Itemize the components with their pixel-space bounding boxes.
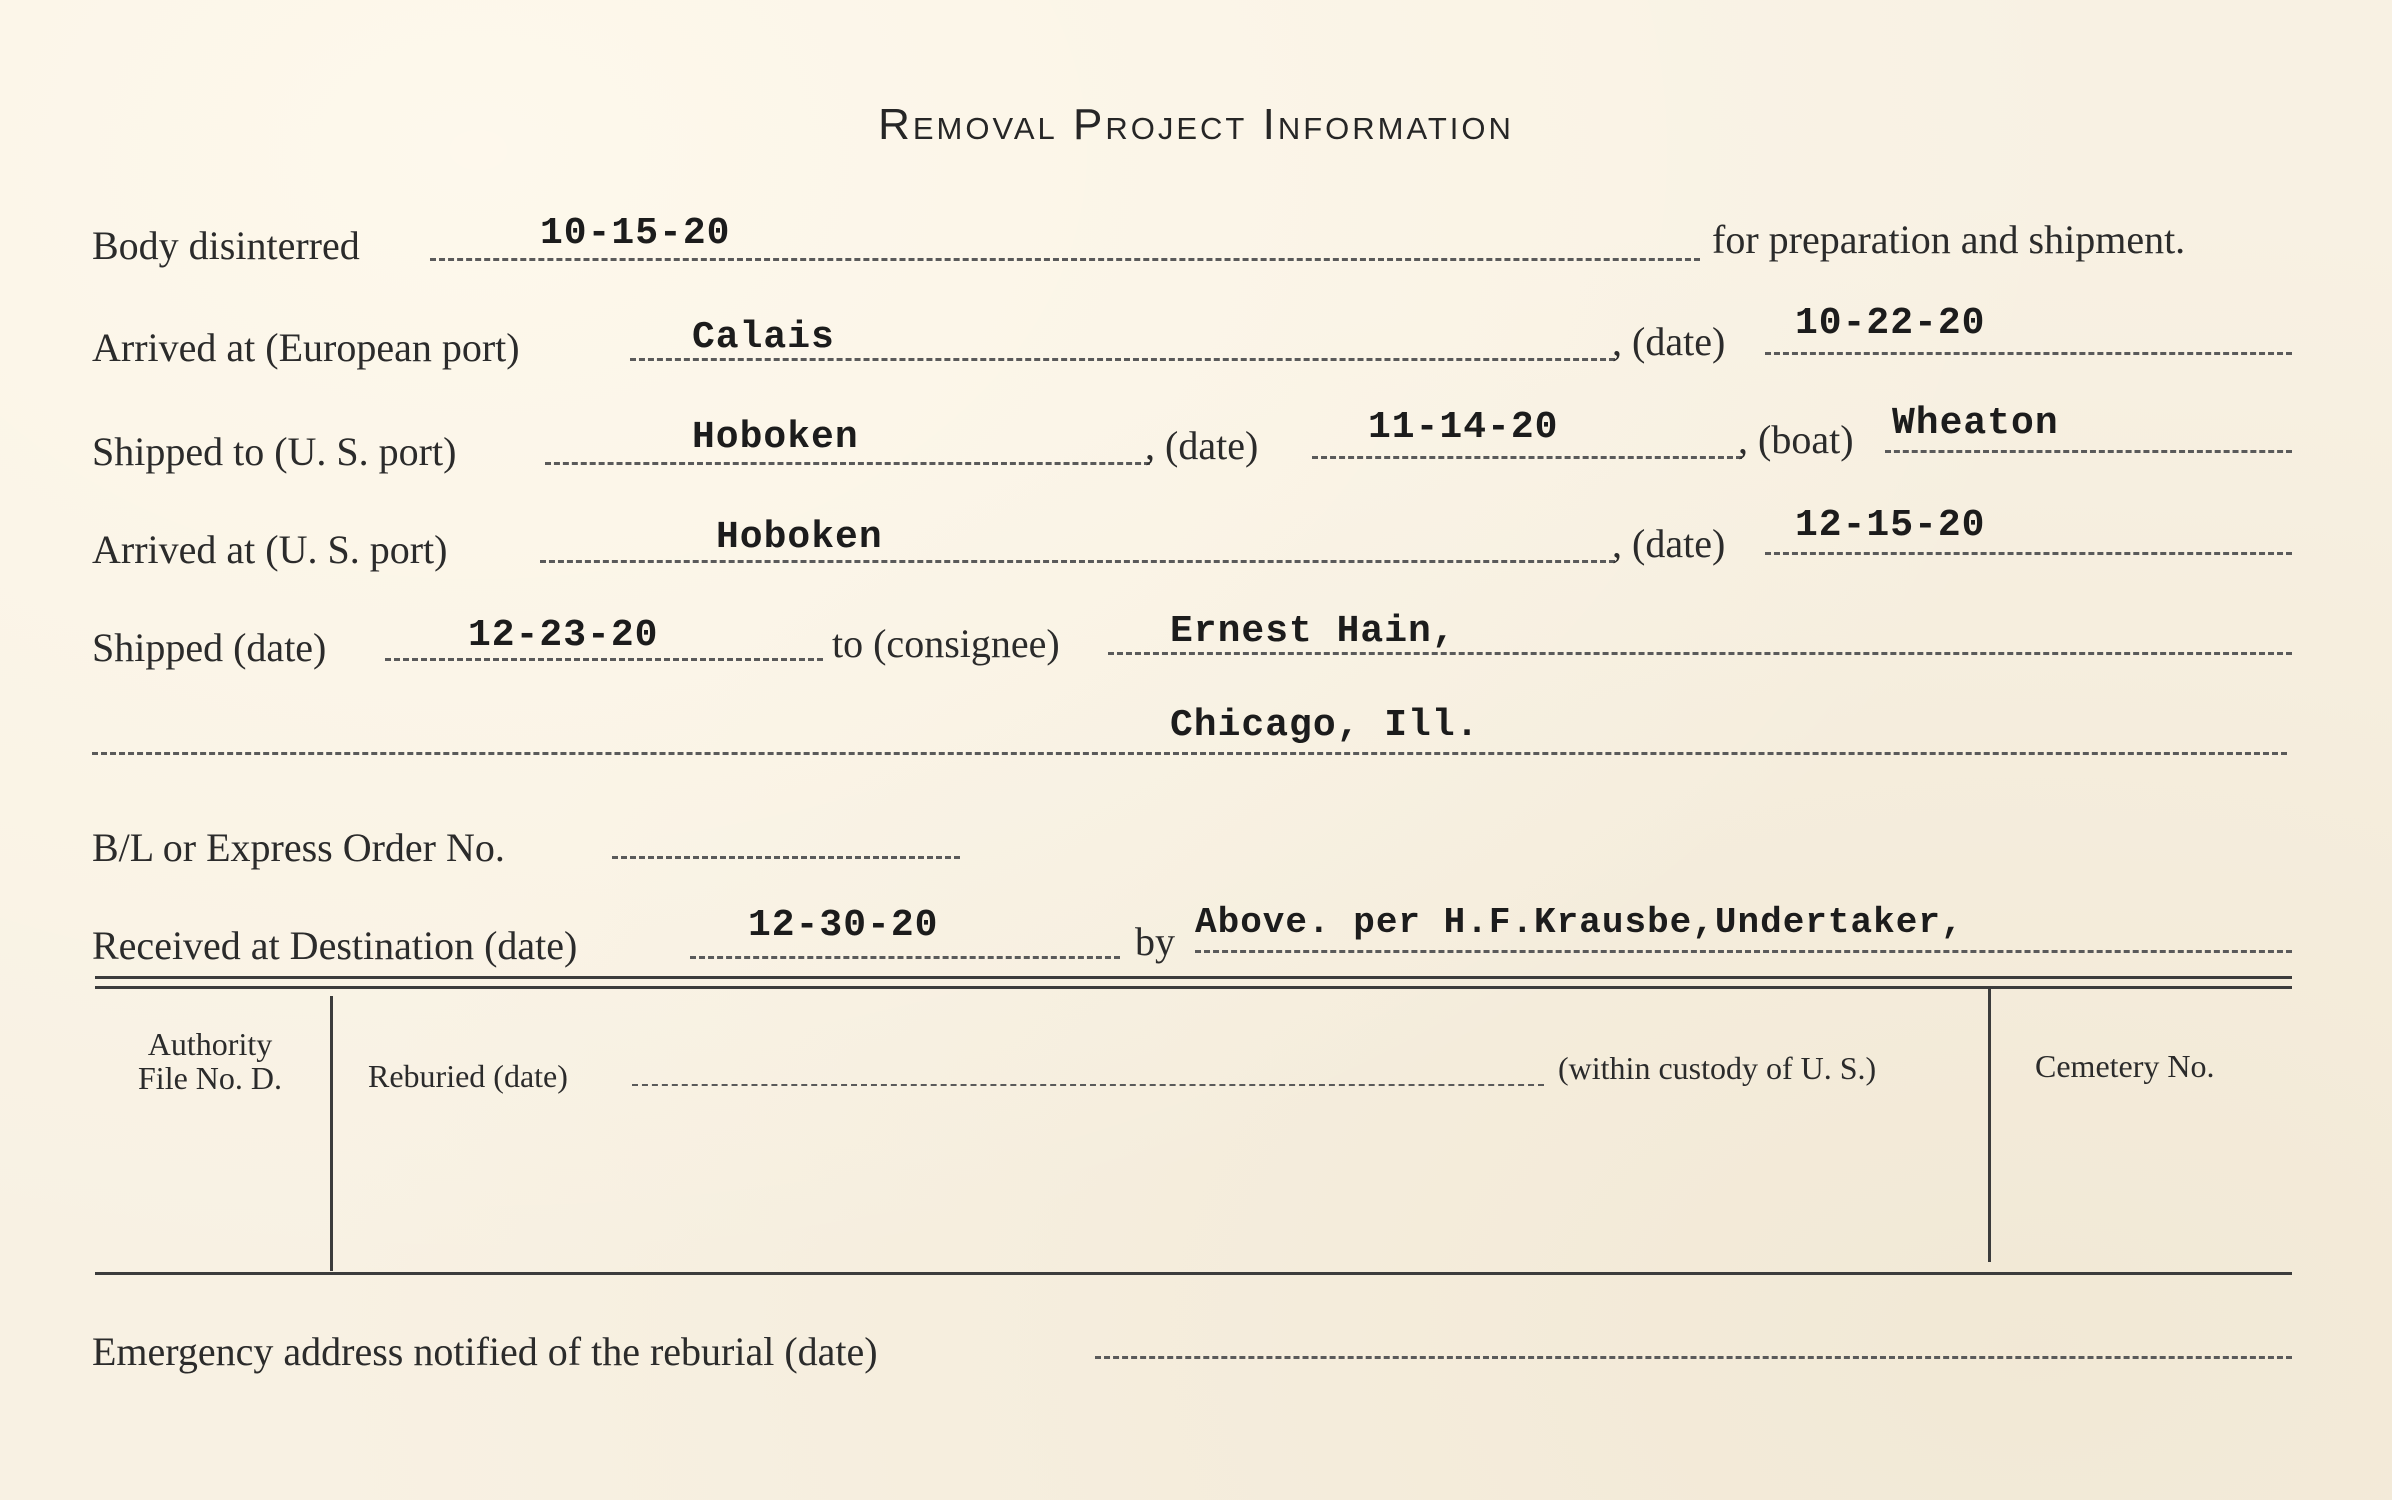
bl-label: B/L or Express Order No. — [92, 825, 505, 870]
table-divider-right — [1988, 988, 1991, 1262]
european-date-value: 10-22-20 — [1795, 302, 1986, 345]
bl-line — [612, 856, 960, 859]
table-divider-left — [330, 996, 333, 1271]
us-port-value: Hoboken — [692, 416, 859, 459]
page-title: Removal Project Information — [878, 100, 1514, 149]
arrived-us-label: Arrived at (U. S. port) — [92, 527, 448, 572]
consignee-address: Chicago, Ill. — [1170, 704, 1480, 747]
table-top-rule-2 — [95, 986, 2292, 989]
emergency-label: Emergency address notified of the reburial (date) — [92, 1329, 878, 1374]
arrived-us-line — [540, 560, 1615, 563]
european-port-label: Arrived at (European port) — [92, 325, 520, 370]
european-date-label: , (date) — [1612, 319, 1726, 364]
us-ship-date-label: , (date) — [1145, 423, 1259, 468]
cemetery-label: Cemetery No. — [2035, 1048, 2215, 1084]
shipped-date-line — [385, 658, 823, 661]
table-top-rule-1 — [95, 976, 2292, 979]
reburied-label: Reburied (date) — [368, 1058, 568, 1094]
emergency-line — [1095, 1356, 2292, 1359]
arrived-us-date-value: 12-15-20 — [1795, 504, 1986, 547]
disinterred-date: 10-15-20 — [540, 212, 731, 255]
custody-label: (within custody of U. S.) — [1558, 1050, 1877, 1086]
us-ship-date-value: 11-14-20 — [1368, 406, 1559, 449]
received-by-value: Above. per H.F.Krausbe,Undertaker, — [1195, 902, 1964, 943]
received-date-line — [690, 956, 1120, 959]
received-date-value: 12-30-20 — [748, 904, 939, 947]
arrived-us-date-line — [1765, 552, 2292, 555]
table-bottom-rule — [95, 1272, 2292, 1275]
shipped-date-label: Shipped (date) — [92, 625, 327, 670]
received-label: Received at Destination (date) — [92, 923, 578, 968]
shipped-date-value: 12-23-20 — [468, 614, 659, 657]
received-by-line — [1195, 950, 2292, 953]
disinterred-line — [430, 258, 1700, 261]
disinterred-suffix: for preparation and shipment. — [1712, 217, 2186, 262]
boat-label: , (boat) — [1738, 417, 1854, 462]
received-by-label: by — [1135, 919, 1175, 964]
us-port-line — [545, 462, 1150, 465]
boat-value: Wheaton — [1892, 402, 2059, 445]
consignee-name: Ernest Hain, — [1170, 610, 1456, 653]
arrived-us-port-value: Hoboken — [716, 516, 883, 559]
consignee-address-line — [92, 752, 2287, 755]
arrived-us-date-label: , (date) — [1612, 521, 1726, 566]
authority-label-1: Authority — [147, 1026, 273, 1062]
disinterred-label: Body disinterred — [92, 223, 360, 268]
us-ship-date-line — [1312, 456, 1742, 459]
european-date-line — [1765, 352, 2292, 355]
reburied-line — [632, 1084, 1544, 1086]
european-port-value: Calais — [692, 316, 835, 359]
consignee-label: to (consignee) — [832, 621, 1060, 666]
authority-label-2: File No. D. — [138, 1060, 282, 1096]
us-port-label: Shipped to (U. S. port) — [92, 429, 457, 474]
boat-line — [1885, 450, 2292, 453]
